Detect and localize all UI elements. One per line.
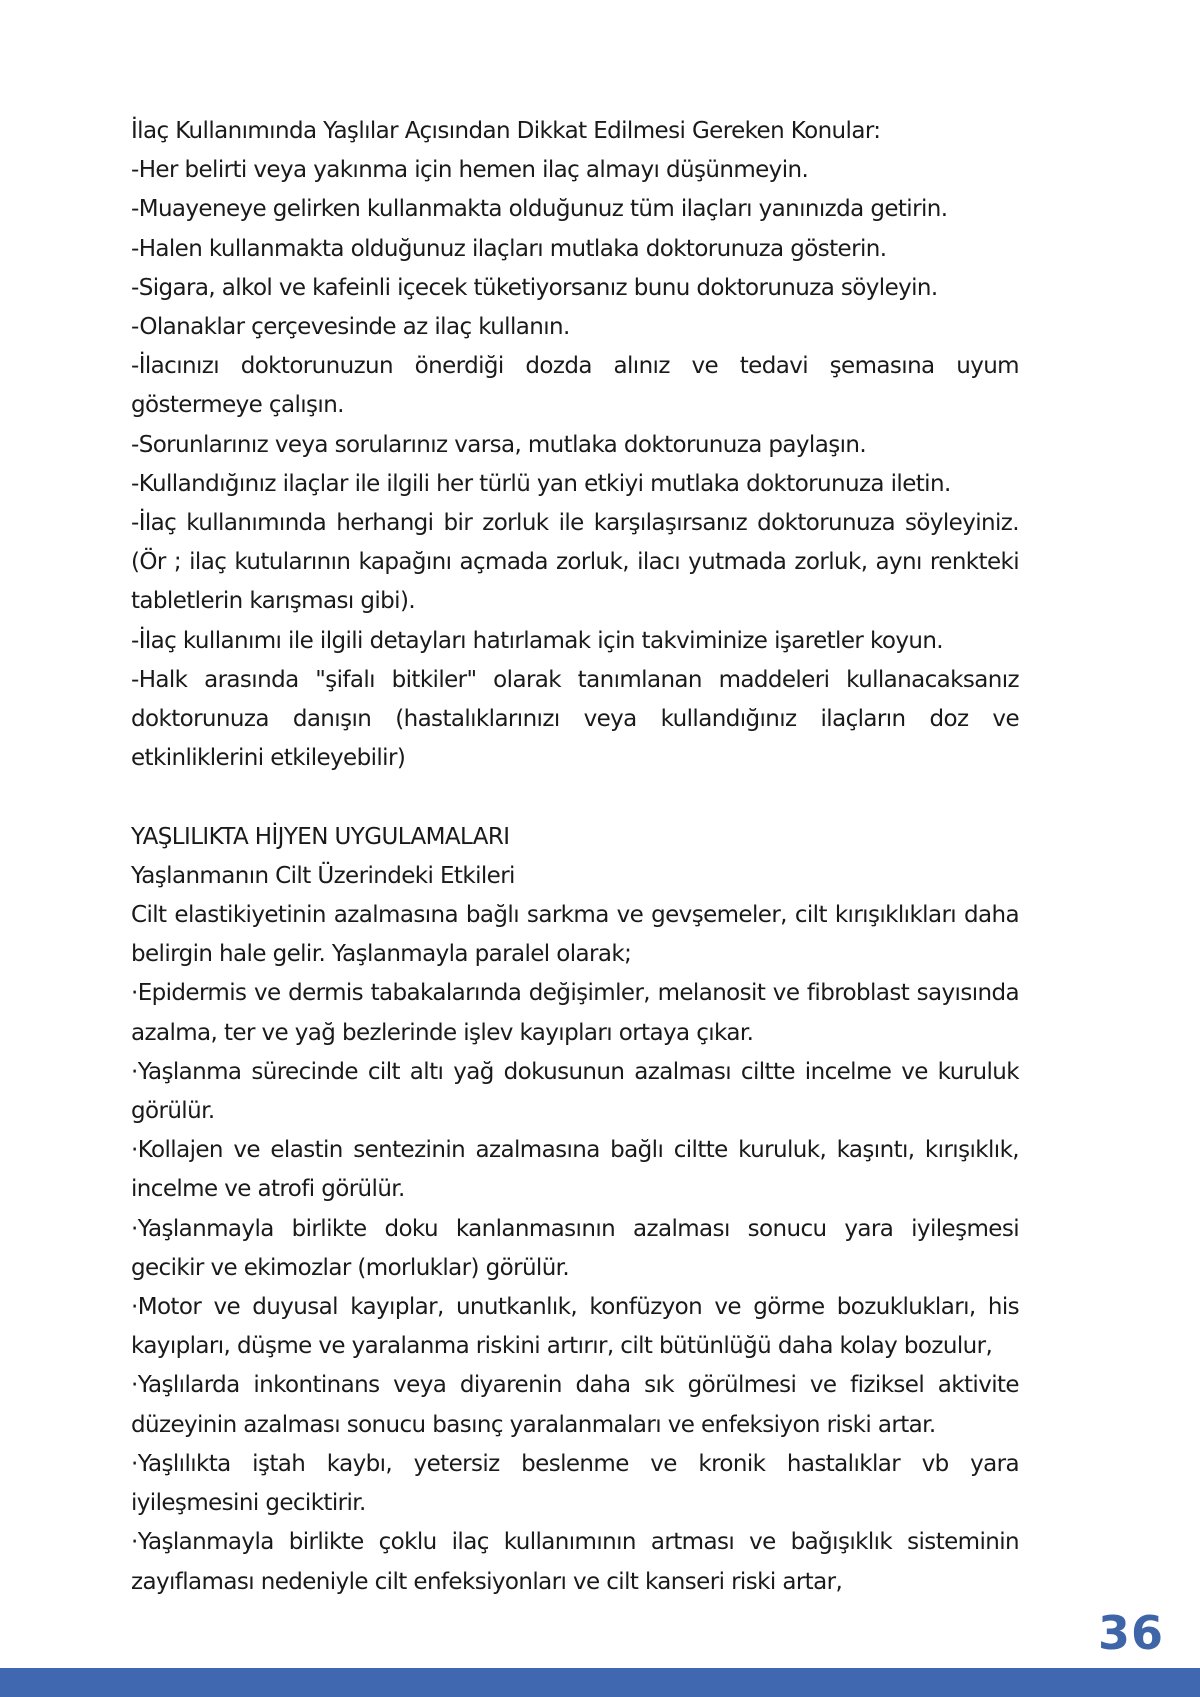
footer-bar: [0, 1668, 1200, 1697]
list-item: ·Yaşlanmayla birlikte çoklu ilaç kullanımının artması ve bağışıklık sisteminin zayıflaması nedeniyle cilt enfeksiyonları ve cilt kanseri riski artar,: [131, 1529, 1019, 1595]
list-item: ·Yaşlılıkta iştah kaybı, yetersiz beslenme ve kronik hastalıklar vb yara iyileşmesini geciktirir.: [131, 1450, 1019, 1517]
section-subtitle: Yaşlanmanın Cilt Üzerindeki Etkileri: [131, 862, 515, 889]
list-item: -Olanaklar çerçevesinde az ilaç kullanın.: [131, 314, 570, 341]
list-item: -Muayeneye gelirken kullanmakta olduğunuz tüm ilaçları yanınızda getirin.: [131, 196, 948, 223]
intro-paragraph: Cilt elastikiyetinin azalmasına bağlı sarkma ve gevşemeler, cilt kırışıklıkları daha belirgin hale gelir. Yaşlanmayla paralel olarak;: [131, 902, 1019, 968]
list-item: -İlaç kullanımında herhangi bir zorluk ile karşılaşırsanız doktorunuza söyleyiniz. (Ör ; ilaç kutularının kapağını açmada zorluk, ilacı yutmada zorluk, aynı renkteki tabletlerin karışması gibi).: [131, 510, 1019, 615]
list-item: ·Yaşlanma sürecinde cilt altı yağ dokusunun azalması ciltte incelme ve kuruluk görülür.: [131, 1058, 1019, 1125]
list-item: -Her belirti veya yakınma için hemen ilaç almayı düşünmeyin.: [131, 157, 809, 184]
section-title-hygiene: YAŞLILIKTA HİJYEN UYGULAMALARI: [131, 823, 510, 850]
list-item: -Halen kullanmakta olduğunuz ilaçları mutlaka doktorunuza gösterin.: [131, 235, 887, 262]
list-item: ·Yaşlılarda inkontinans veya diyarenin daha sık görülmesi ve fiziksel aktivite düzeyinin azalması sonucu basınç yaralanmaları ve enfeksiyon riski artar.: [131, 1372, 1019, 1438]
list-item: -Sorunlarınız veya sorularınız varsa, mutlaka doktorunuza paylaşın.: [131, 431, 867, 458]
page-number: 36: [1097, 1606, 1164, 1660]
list-item: ·Motor ve duyusal kayıplar, unutkanlık, konfüzyon ve görme bozuklukları, his kayıpları, düşme ve yaralanma riskini artırır, cilt bütünlüğü daha kolay bozulur,: [131, 1294, 1019, 1360]
document-body: [131, 112, 1019, 1602]
list-item: -İlaç kullanımı ile ilgili detayları hatırlamak için takviminize işaretler koyun.: [131, 627, 944, 654]
list-item: ·Kollajen ve elastin sentezinin azalmasına bağlı ciltte kuruluk, kaşıntı, kırışıklık, incelme ve atrofi görülür.: [131, 1137, 1019, 1203]
paragraph-gap: [131, 778, 1019, 817]
section-title-medication: İlaç Kullanımında Yaşlılar Açısından Dikkat Edilmesi Gereken Konular:: [131, 118, 881, 144]
list-item: ·Epidermis ve dermis tabakalarında değişimler, melanosit ve fibroblast sayısında azalma, ter ve yağ bezlerinde işlev kayıpları ortaya çıkar.: [131, 980, 1019, 1046]
list-item: -Kullandığınız ilaçlar ile ilgili her türlü yan etkiyi mutlaka doktorunuza iletin.: [131, 470, 951, 497]
list-item: -Sigara, alkol ve kafeinli içecek tüketiyorsanız bunu doktorunuza söyleyin.: [131, 274, 938, 301]
list-item: ·Yaşlanmayla birlikte doku kanlanmasının azalması sonucu yara iyileşmesi gecikir ve ekimozlar (morluklar) görülür.: [131, 1215, 1019, 1281]
list-item: -İlacınızı doktorunuzun önerdiği dozda alınız ve tedavi şemasına uyum göstermeye çalışın.: [131, 353, 1019, 419]
list-item: -Halk arasında "şifalı bitkiler" olarak tanımlanan maddeleri kullanacaksanız doktorunuza danışın (hastalıklarınızı veya kullandığınız ilaçların doz ve etkinliklerini etkileyebilir): [131, 666, 1019, 772]
